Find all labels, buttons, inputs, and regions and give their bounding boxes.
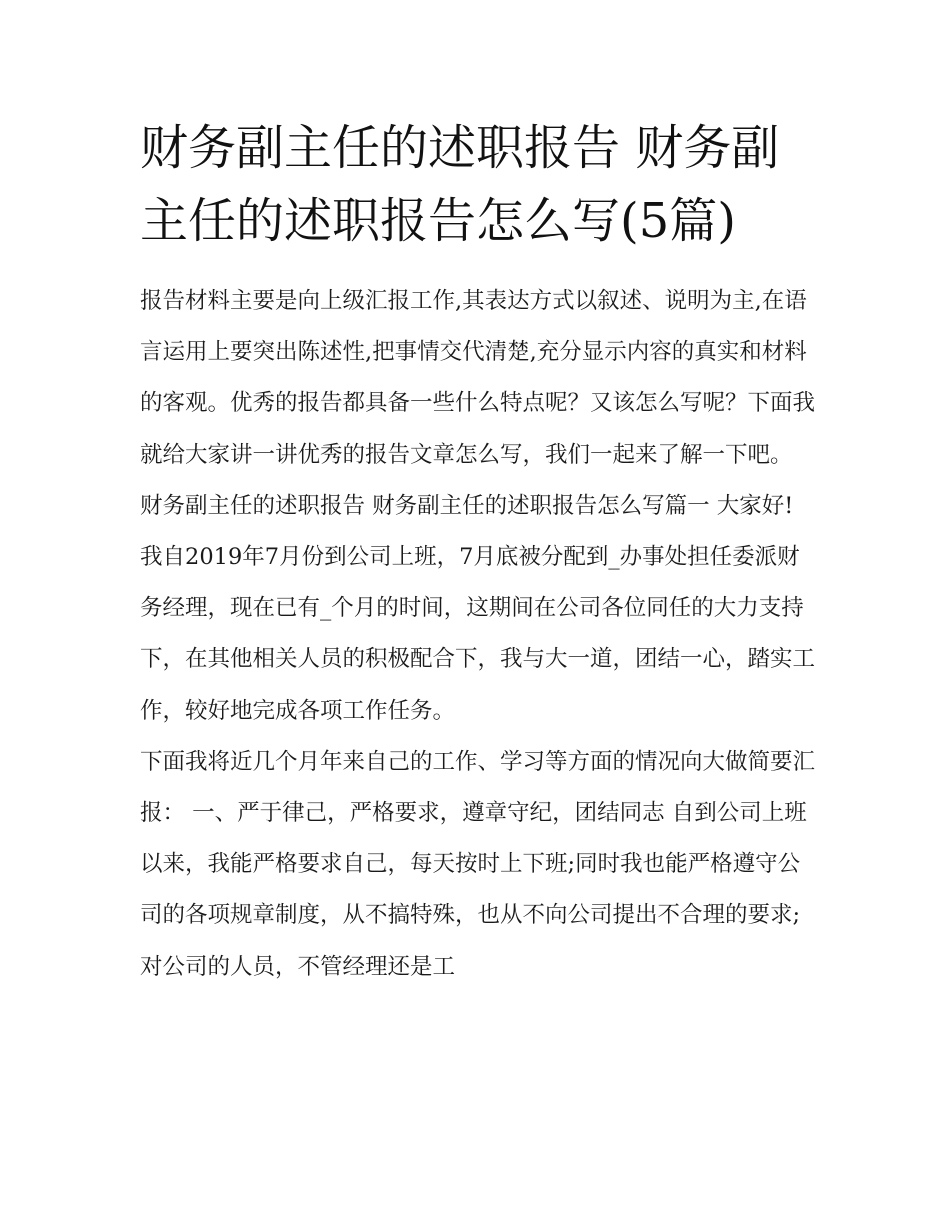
paragraph-heading-1: 财务副主任的述职报告 财务副主任的述职报告怎么写篇一 大家好!: [140, 492, 794, 519]
document-title: 财务副主任的述职报告 财务副主任的述职报告怎么写(5篇): [140, 120, 780, 249]
paragraph-2: 我自2019年7月份到公司上班，7月底被分配到_办事处担任委派财务经理，现在已有_个月的时间，这期间在公司各位同任的大力支持下，在其他相关人员的积极配合下，我与大一道，团结一心，踏实工作，较好地完成各项工作任务。: [140, 544, 816, 724]
document-body: [140, 276, 820, 993]
paragraph-3: 下面我将近几个月年来自己的工作、学习等方面的情况向大做简要汇报： 一、严于律己，严格要求，遵章守纪，团结同志 自到公司上班以来，我能严格要求自己，每天按时上下班;同时我也能严格遵守公司的各项规章制度，从不搞特殊，也从不向公司提出不合理的要求;对公司的人员，不管经理还是工: [140, 748, 816, 980]
paragraph-intro: 报告材料主要是向上级汇报工作,其表达方式以叙述、说明为主,在语言运用上要突出陈述性,把事情交代清楚,充分显示内容的真实和材料的客观。优秀的报告都具备一些什么特点呢？又该怎么写呢？下面我就给大家讲一讲优秀的报告文章怎么写，我们一起来了解一下吧。: [140, 288, 816, 468]
